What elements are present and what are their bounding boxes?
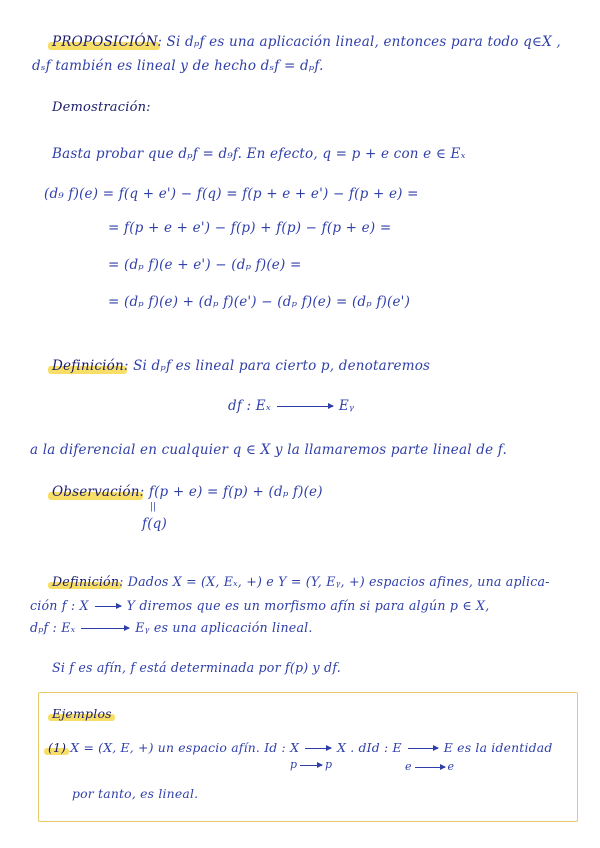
demo-title: Demostración: [52,100,151,115]
demo-eq-3: = (dₚ f)(e + e') − (dₚ f)(e) = [108,257,302,273]
examples-title-line [52,706,112,721]
equals-mark: || [150,502,157,512]
observation-below: f(q) [142,516,167,532]
definition-2-text-3b: Eᵧ es una aplicación lineal. [135,620,313,635]
maps-to-arrow-icon [415,767,445,768]
example-1-sub-2 [405,760,454,773]
proposition-line-1 [52,34,561,50]
right-arrow-icon [408,748,438,749]
proposition-title: PROPOSICIÓN [52,34,158,50]
map-left: df : Eₓ [228,398,271,414]
example-1-text-b: X . dId : E [337,740,402,755]
definition-2-line-2 [30,598,489,613]
map-right: Eᵧ [338,398,355,414]
observation-line [52,484,323,500]
right-arrow-icon [305,748,331,749]
example-1-text-a: X = (X, E, +) un espacio afín. Id : X [66,740,300,755]
observation-text: : f(p + e) = f(p) + (dₚ f)(e) [139,484,323,500]
definition-1-text: : Si dₚf es lineal para cierto p, denotaremos [123,358,431,374]
sub-e-right: e [447,760,455,773]
definition-2-line-1 [52,574,550,589]
proposition-text-2: dₛf también es lineal y de hecho dₛf = dₚf. [32,58,324,74]
example-number: (1) [48,740,67,755]
example-1-conclusion: por tanto, es lineal. [72,786,199,801]
demo-eq-2: = f(p + e + e') − f(p) + f(p) − f(p + e) = [108,220,392,236]
sub-e-left: e [405,760,412,773]
proposition-text-1: : Si dₚf es una aplicación lineal, entonces para todo q∈X , [157,34,561,50]
definition-2-text-2b: Y diremos que es un morfismo afín si para algún p ∈ X, [126,598,490,613]
definition-1-after: a la diferencial en cualquier q ∈ X y la llamaremos parte lineal de f. [30,442,507,458]
example-1-sub [290,758,332,771]
definition-1-line [52,358,430,374]
example-1-line [48,740,553,755]
example-1-text-c: E es la identidad [443,740,553,755]
examples-title: Ejemplos [52,706,112,721]
examples-box [38,692,578,822]
definition-2-text-2a: ción f : X [30,598,89,613]
right-arrow-icon [81,628,129,629]
definition-2-text-3a: dₚf : Eₓ [30,620,76,635]
sub-p-right: p [325,758,333,771]
definition-2-line-3 [30,620,313,635]
definition-2-text-1: : Dados X = (X, Eₓ, +) e Y = (Y, Eᵧ, +) espacios afines, una aplica- [119,574,550,589]
demo-intro: Basta probar que dₚf = d₉f. En efecto, q = p + e con e ∈ Eₓ [52,146,466,162]
right-arrow-icon [95,606,121,607]
definition-2-title: Definición [52,574,120,589]
definition-2-note: Si f es afín, f está determinada por f(p) y df. [52,660,341,675]
maps-to-arrow-icon [300,765,322,766]
right-arrow-icon [277,406,333,407]
sub-p-left: p [290,758,298,771]
demo-eq-1: (d₉ f)(e) = f(q + e') − f(q) = f(p + e + e') − f(p + e) = [44,186,419,202]
observation-title: Observación [52,484,140,500]
definition-1-map [228,398,354,414]
demo-eq-4: = (dₚ f)(e) + (dₚ f)(e') − (dₚ f)(e) = (dₚ f)(e') [108,294,411,310]
definition-1-title: Definición [52,358,124,374]
